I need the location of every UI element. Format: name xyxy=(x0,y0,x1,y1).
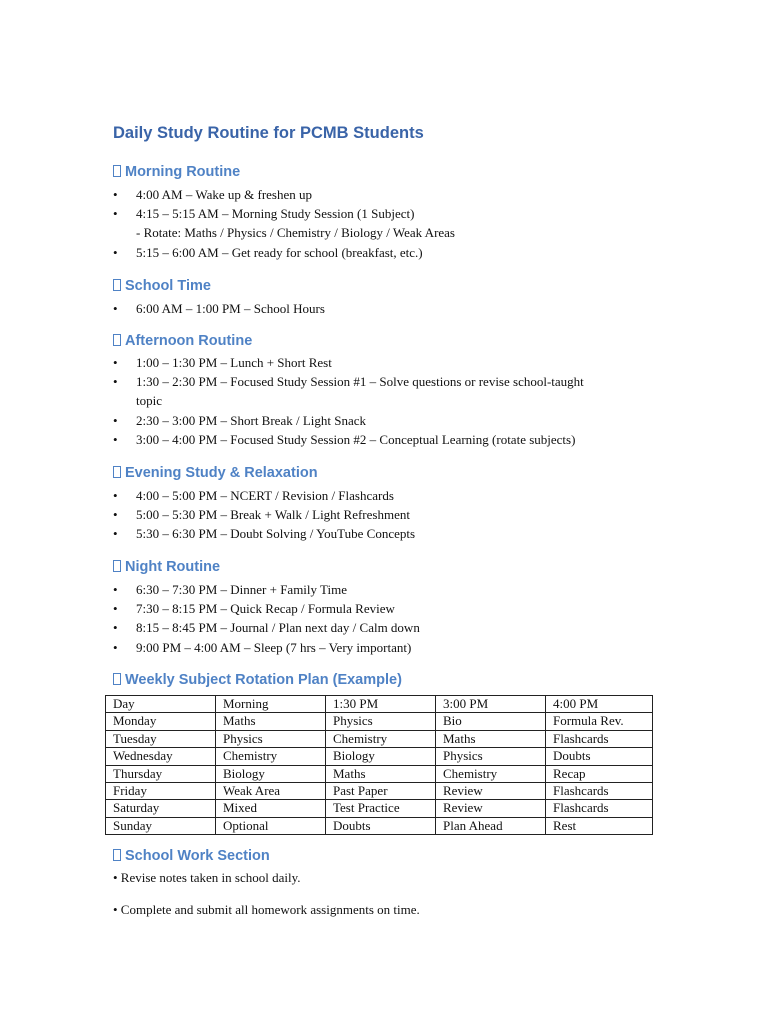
list-item-continuation: topic xyxy=(136,393,162,409)
table-cell: Review xyxy=(436,800,546,817)
heading-afternoon-routine xyxy=(113,333,252,349)
table-cell: Doubts xyxy=(546,748,653,765)
missing-glyph-icon xyxy=(113,165,121,177)
table-header-cell: Morning xyxy=(216,696,326,713)
school-work-line: • Revise notes taken in school daily. xyxy=(113,870,301,885)
table-row xyxy=(106,730,653,747)
table-cell: Chemistry xyxy=(436,765,546,782)
bullet: • xyxy=(113,582,118,597)
missing-glyph-icon xyxy=(113,560,121,572)
bullet: • xyxy=(113,412,118,428)
table-header-cell: Day xyxy=(106,696,216,713)
table-cell: Recap xyxy=(546,765,653,782)
list-item: • 6:30 – 7:30 PM – Dinner + Family Time xyxy=(113,580,420,599)
table-row xyxy=(106,800,653,817)
table-header-cell: 3:00 PM xyxy=(436,696,546,713)
list-item: • 1:00 – 1:30 PM – Lunch + Short Rest xyxy=(113,353,584,372)
afternoon-routine-list xyxy=(113,353,584,449)
heading-text: Morning Routine xyxy=(125,164,241,180)
bullet: • xyxy=(113,187,118,202)
table-cell: Friday xyxy=(106,782,216,799)
table-header-cell: 1:30 PM xyxy=(326,696,436,713)
table-cell: Biology xyxy=(216,765,326,782)
table-header-cell: 4:00 PM xyxy=(546,696,653,713)
table-cell: Weak Area xyxy=(216,782,326,799)
table-cell: Chemistry xyxy=(216,748,326,765)
table-cell: Past Paper xyxy=(326,782,436,799)
table-cell: Physics xyxy=(436,748,546,765)
list-item: • 3:00 – 4:00 PM – Focused Study Session #2 – Conceptual Learning (rotate subjects) xyxy=(113,430,584,449)
table-cell: Maths xyxy=(216,713,326,730)
table-cell: Thursday xyxy=(106,765,216,782)
list-item: • 2:30 – 3:00 PM – Short Break / Light Snack xyxy=(113,411,584,430)
list-item-continuation: - Rotate: Maths / Physics / Chemistry / Biology / Weak Areas xyxy=(136,225,455,241)
list-item: • 4:15 – 5:15 AM – Morning Study Session (1 Subject) - Rotate: Maths / Physics / Chemistry / Biology / Weak Areas xyxy=(113,204,455,242)
missing-glyph-icon xyxy=(113,673,121,685)
table-cell: Monday xyxy=(106,713,216,730)
table-row xyxy=(106,765,653,782)
table-cell: Tuesday xyxy=(106,730,216,747)
list-item: • 9:00 PM – 4:00 AM – Sleep (7 hrs – Very important) xyxy=(113,638,420,657)
table-cell: Review xyxy=(436,782,546,799)
weekly-rotation-table xyxy=(105,695,653,835)
school-work-line: • Complete and submit all homework assignments on time. xyxy=(113,902,420,917)
list-item: • 8:15 – 8:45 PM – Journal / Plan next day / Calm down xyxy=(113,618,420,637)
bullet: • xyxy=(113,639,118,655)
table-row xyxy=(106,782,653,799)
bullet: • xyxy=(113,507,118,523)
list-item: • 4:00 AM – Wake up & freshen up xyxy=(113,185,455,204)
night-routine-list xyxy=(113,580,420,657)
table-cell: Saturday xyxy=(106,800,216,817)
list-item: • 5:00 – 5:30 PM – Break + Walk / Light Refreshment xyxy=(113,505,415,524)
table-cell: Test Practice xyxy=(326,800,436,817)
table-row xyxy=(106,817,653,834)
heading-morning-routine xyxy=(113,164,240,180)
table-header-row xyxy=(106,696,653,713)
table-cell: Flashcards xyxy=(546,800,653,817)
bullet: • xyxy=(113,355,118,370)
heading-text: School Work Section xyxy=(125,848,270,864)
missing-glyph-icon xyxy=(113,279,121,291)
morning-routine-list xyxy=(113,185,455,262)
bullet: • xyxy=(113,244,118,260)
table-cell: Doubts xyxy=(326,817,436,834)
table-cell: Biology xyxy=(326,748,436,765)
list-item: • 5:30 – 6:30 PM – Doubt Solving / YouTube Concepts xyxy=(113,524,415,543)
heading-evening-study xyxy=(113,465,318,481)
school-time-list xyxy=(113,299,325,318)
list-item: • 7:30 – 8:15 PM – Quick Recap / Formula Review xyxy=(113,599,420,618)
heading-text: Night Routine xyxy=(125,559,221,575)
heading-school-work xyxy=(113,848,270,864)
document-title: Daily Study Routine for PCMB Students xyxy=(113,124,424,142)
table-cell: Mixed xyxy=(216,800,326,817)
table-row xyxy=(106,713,653,730)
list-item: • 5:15 – 6:00 AM – Get ready for school (breakfast, etc.) xyxy=(113,243,455,262)
table-cell: Physics xyxy=(216,730,326,747)
heading-text: Afternoon Routine xyxy=(125,333,253,349)
bullet: • xyxy=(113,601,118,617)
heading-weekly-rotation xyxy=(113,672,402,688)
bullet: • xyxy=(113,374,118,390)
bullet: • xyxy=(113,301,118,316)
table-cell: Flashcards xyxy=(546,782,653,799)
list-item: • 4:00 – 5:00 PM – NCERT / Revision / Flashcards xyxy=(113,486,415,505)
heading-text: Weekly Subject Rotation Plan (Example) xyxy=(125,672,402,688)
bullet: • xyxy=(113,526,118,542)
table-cell: Wednesday xyxy=(106,748,216,765)
heading-school-time xyxy=(113,278,211,294)
bullet: • xyxy=(113,620,118,636)
table-cell: Plan Ahead xyxy=(436,817,546,834)
bullet: • xyxy=(113,488,118,503)
table-cell: Chemistry xyxy=(326,730,436,747)
table-cell: Maths xyxy=(326,765,436,782)
missing-glyph-icon xyxy=(113,466,121,478)
list-item: • 6:00 AM – 1:00 PM – School Hours xyxy=(113,299,325,318)
evening-study-list xyxy=(113,486,415,544)
table-cell: Sunday xyxy=(106,817,216,834)
table-cell: Rest xyxy=(546,817,653,834)
list-item: • 1:30 – 2:30 PM – Focused Study Session #1 – Solve questions or revise school-taught topic xyxy=(113,372,584,410)
table-cell: Physics xyxy=(326,713,436,730)
heading-night-routine xyxy=(113,559,220,575)
table-cell: Optional xyxy=(216,817,326,834)
heading-text: School Time xyxy=(125,278,211,294)
table-row xyxy=(106,748,653,765)
bullet: • xyxy=(113,431,118,447)
heading-text: Evening Study & Relaxation xyxy=(125,465,318,481)
missing-glyph-icon xyxy=(113,334,121,346)
table-cell: Flashcards xyxy=(546,730,653,747)
table-cell: Maths xyxy=(436,730,546,747)
missing-glyph-icon xyxy=(113,849,121,861)
table-cell: Bio xyxy=(436,713,546,730)
bullet: • xyxy=(113,206,118,222)
table-cell: Formula Rev. xyxy=(546,713,653,730)
